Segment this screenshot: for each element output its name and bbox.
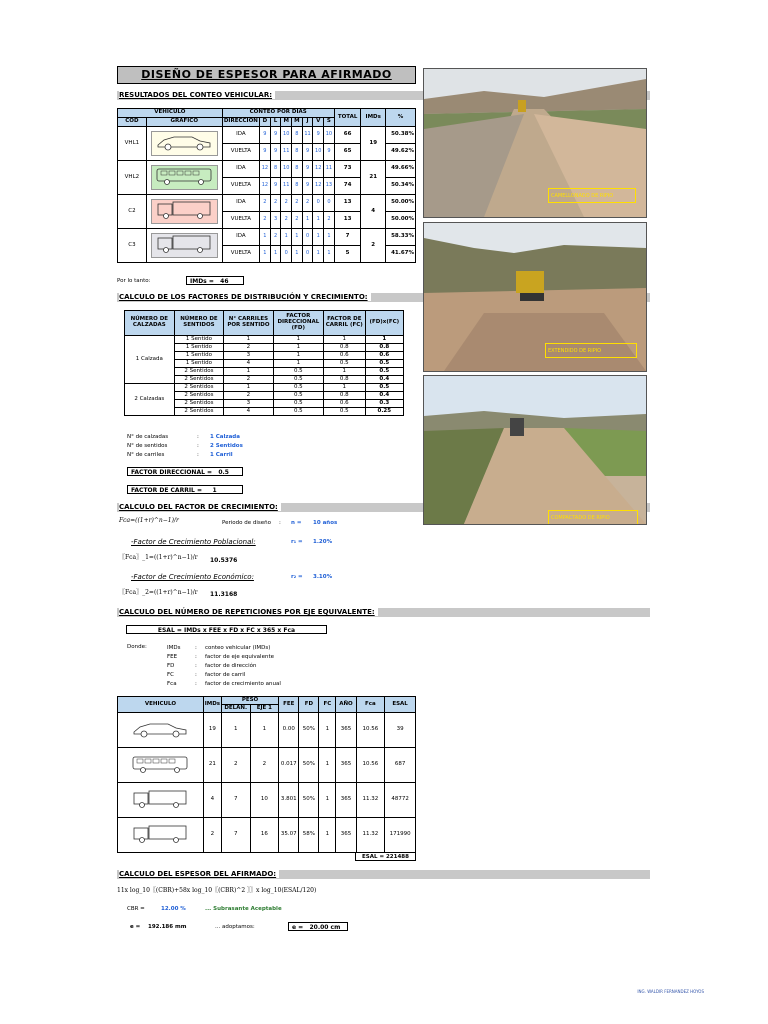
day-count: 0	[302, 246, 313, 263]
donde-label: Donde:	[127, 644, 147, 650]
photo-camellonado	[423, 68, 647, 218]
esal-cell-fca: 10.56	[356, 713, 385, 748]
day-count: 1	[292, 246, 303, 263]
day-count: 0	[281, 246, 292, 263]
definition-item: IMDs : conteo vehicular (IMDs)	[167, 645, 271, 651]
esal-cell-fee: 0.017	[279, 748, 299, 783]
day-count: 9	[302, 161, 313, 178]
r1-label: r₁ =	[291, 539, 303, 545]
esal-cell-esal: 171990	[385, 818, 416, 853]
h-delan: DELAN.	[221, 705, 250, 713]
conteo-row	[118, 229, 416, 246]
factor-cell: 0.8	[324, 376, 366, 384]
h-fca: Fca	[356, 697, 385, 713]
esal-row	[118, 783, 416, 818]
vehicle-code: C2	[118, 195, 147, 229]
group-imds: 21	[361, 161, 386, 195]
h-eje1: EJE 1	[250, 705, 279, 713]
r2-label: r₂ =	[291, 574, 303, 580]
day-count: 2	[292, 195, 303, 212]
day-count: 2	[260, 195, 271, 212]
esal-cell-anio: 365	[336, 818, 356, 853]
direction: VUELTA	[222, 212, 259, 229]
esal-cell-delan: 7	[221, 818, 250, 853]
row-total: 73	[334, 161, 361, 178]
footer-author: ING. WALDIR FERNANDEZ HOYOS	[637, 989, 704, 994]
day-count: 10	[324, 127, 335, 144]
esal-cell-fca: 10.56	[356, 748, 385, 783]
row-pct: 41.67%	[386, 246, 416, 263]
h-grafico: GRAFICO	[146, 118, 222, 127]
h-day: D	[260, 118, 271, 127]
esal-vehicle-graphic	[118, 713, 204, 748]
esal-cell-fd: 58%	[299, 818, 319, 853]
vehicle-code: VHL1	[118, 127, 147, 161]
day-count: 8	[292, 178, 303, 195]
esal-formula-box: ESAL = IMDs x FEE x FD x FC x 365 x Fca	[126, 625, 327, 634]
factor-header: (FD)x(FC)	[365, 311, 403, 336]
truck-icon	[154, 234, 214, 254]
factor-cell: 0.4	[365, 376, 403, 384]
esal-cell-esal: 687	[385, 748, 416, 783]
direction: VUELTA	[222, 178, 259, 195]
section-header-conteo: RESULTADOS DEL CONTEO VEHICULAR:	[117, 91, 650, 100]
esal-cell-fc: 1	[319, 783, 336, 818]
day-count: 9	[313, 127, 324, 144]
truck-icon	[130, 789, 190, 809]
esal-cell-fee: 0.00	[279, 713, 299, 748]
row-pct: 50.38%	[386, 127, 416, 144]
row-pct: 58.33%	[386, 229, 416, 246]
day-count: 9	[270, 127, 281, 144]
factor-cell: 1	[273, 360, 323, 368]
h-day: L	[270, 118, 281, 127]
truck-icon	[130, 824, 190, 844]
conteo-row	[118, 161, 416, 178]
h-day: M	[292, 118, 303, 127]
factor-cell: 1	[224, 384, 273, 392]
factor-cell: 1 Sentido	[174, 344, 224, 352]
h-esal: ESAL	[385, 697, 416, 713]
day-count: 12	[313, 178, 324, 195]
esal-cell-esal: 39	[385, 713, 416, 748]
day-count: 11	[281, 178, 292, 195]
factor-cell: 0.6	[324, 352, 366, 360]
parametros-colons: : : :	[197, 434, 199, 458]
esal-vehicle-graphic	[118, 748, 204, 783]
vehicle-graphic	[146, 229, 222, 263]
section-header-esal: CALCULO DEL NÚMERO DE REPETICIONES POR EJE EQUIVALENTE:	[117, 608, 650, 617]
day-count: 2	[292, 212, 303, 229]
esal-cell-esal: 48772	[385, 783, 416, 818]
h-day: S	[324, 118, 335, 127]
cbr-note: ... Subrasante Aceptable	[205, 906, 282, 912]
factor-cell: 2 Sentidos	[174, 376, 224, 384]
h-imds: IMDs	[361, 109, 386, 127]
pob-label: -Factor de Crecimiento Poblacional:	[131, 538, 256, 546]
vehicle-graphic	[146, 195, 222, 229]
row-total: 5	[334, 246, 361, 263]
factor-cell: 0.6	[324, 400, 366, 408]
photo-compactado	[423, 375, 647, 525]
factor-header: FACTOR DIRECCIONAL (FD)	[273, 311, 323, 336]
day-count: 0	[313, 195, 324, 212]
fca2-value: 11.3168	[210, 591, 238, 598]
direction: IDA	[222, 161, 259, 178]
day-count: 11	[302, 127, 313, 144]
h-day: J	[302, 118, 313, 127]
factor-cell: 1	[273, 344, 323, 352]
factor-row	[125, 336, 404, 344]
factor-cell: 0.5	[273, 384, 323, 392]
h-anio: AÑO	[336, 697, 356, 713]
factor-cell: 0.4	[365, 392, 403, 400]
row-pct: 50.00%	[386, 212, 416, 229]
e-value: 192.186 mm	[148, 924, 187, 930]
esal-vehicle-graphic	[118, 818, 204, 853]
r1-value: 1.20%	[313, 539, 333, 545]
day-count: 1	[281, 229, 292, 246]
esal-cell-fd: 50%	[299, 713, 319, 748]
bus-icon	[130, 754, 190, 774]
esal-cell-fca: 11.32	[356, 783, 385, 818]
day-count: 1	[313, 229, 324, 246]
direction: VUELTA	[222, 144, 259, 161]
factor-cell: 0.5	[365, 384, 403, 392]
day-count: 9	[270, 178, 281, 195]
factores-table	[124, 310, 404, 416]
fca1-formula: 〖Fca〗_1=((1+r)^n−1)/r	[119, 554, 198, 561]
esal-cell-fee: 35.07	[279, 818, 299, 853]
esal-cell-anio: 365	[336, 783, 356, 818]
imds-result-box: IMDs = 46	[186, 276, 244, 285]
esal-cell-imds: 19	[203, 713, 221, 748]
cbr-value: 12.00 %	[161, 906, 186, 912]
day-count: 12	[260, 178, 271, 195]
direction: IDA	[222, 195, 259, 212]
factor-cell: 2	[224, 344, 273, 352]
esal-cell-anio: 365	[336, 748, 356, 783]
day-count: 10	[313, 144, 324, 161]
esal-row	[118, 818, 416, 853]
h-fc: FC	[319, 697, 336, 713]
fc-box: FACTOR DE CARRIL = 1	[127, 485, 243, 494]
day-count: 9	[324, 144, 335, 161]
factor-cell: 1	[324, 384, 366, 392]
h-imds-esal: IMDs	[203, 697, 221, 713]
factor-cell: 2 Sentidos	[174, 384, 224, 392]
day-count: 1	[302, 212, 313, 229]
periodo-label: Periodo de diseño	[222, 520, 272, 526]
photo-extendido	[423, 222, 647, 372]
row-pct: 49.62%	[386, 144, 416, 161]
factor-cell: 0.5	[324, 360, 366, 368]
row-total: 65	[334, 144, 361, 161]
n-label: n =	[291, 520, 302, 526]
factor-cell: 0.5	[273, 408, 323, 416]
adopt-label: ... adoptamos:	[215, 924, 255, 930]
day-count: 1	[324, 246, 335, 263]
esal-vehicle-graphic	[118, 783, 204, 818]
factor-cell: 2	[224, 376, 273, 384]
day-count: 9	[270, 144, 281, 161]
factor-cell: 0.5	[365, 368, 403, 376]
factor-cell: 2 Sentidos	[174, 408, 224, 416]
factor-cell: 4	[224, 408, 273, 416]
factor-cell: 1	[324, 336, 366, 344]
factor-cell: 0.8	[324, 392, 366, 400]
road-photo-3	[424, 376, 646, 524]
factor-cell: 0.5	[324, 408, 366, 416]
esal-table	[117, 696, 416, 853]
definition-item: FEE : factor de eje equivalente	[167, 654, 274, 660]
day-count: 12	[260, 161, 271, 178]
factor-header: N° CARRILES POR SENTIDO	[224, 311, 273, 336]
conteo-table	[117, 108, 416, 263]
vehicle-code: VHL2	[118, 161, 147, 195]
day-count: 2	[260, 212, 271, 229]
direction: IDA	[222, 229, 259, 246]
vehicle-graphic	[146, 127, 222, 161]
day-count: 0	[302, 229, 313, 246]
day-count: 1	[292, 229, 303, 246]
esal-cell-eje1: 10	[250, 783, 279, 818]
factor-cell: 4	[224, 360, 273, 368]
esal-cell-imds: 4	[203, 783, 221, 818]
factor-cell: 0.5	[273, 376, 323, 384]
factor-cell: 0.3	[365, 400, 403, 408]
esal-cell-delan: 2	[221, 748, 250, 783]
definition-item: Fca : factor de crecimiento anual	[167, 681, 281, 687]
periodo-colon: :	[279, 520, 281, 526]
conteo-row	[118, 195, 416, 212]
h-cod: COD	[118, 118, 147, 127]
factor-row	[125, 384, 404, 392]
row-total: 13	[334, 212, 361, 229]
day-count: 12	[313, 161, 324, 178]
definition-item: FC : factor de carril	[167, 672, 246, 678]
day-count: 1	[260, 229, 271, 246]
caption-3: COMPACTADO DE RIPIO	[548, 510, 638, 525]
esal-cell-imds: 21	[203, 748, 221, 783]
cbr-label: CBR =	[127, 906, 145, 912]
row-pct: 50.34%	[386, 178, 416, 195]
calzada-2: 2 Calzadas	[125, 384, 175, 416]
factor-cell: 2	[224, 392, 273, 400]
esal-total-box: ESAL = 221488	[355, 852, 416, 861]
car-icon	[130, 719, 190, 739]
esal-cell-imds: 2	[203, 818, 221, 853]
day-count: 9	[260, 144, 271, 161]
section-header-factores: CALCULO DE LOS FACTORES DE DISTRIBUCIÓN Y CRECIMIENTO:	[117, 293, 650, 302]
row-total: 66	[334, 127, 361, 144]
eco-label: -Factor de Crecimiento Económico:	[131, 573, 254, 581]
factor-cell: 0.6	[365, 352, 403, 360]
parametros-labels: N° de calzadas N° de sentidos N° de carriles	[127, 434, 169, 458]
day-count: 2	[281, 195, 292, 212]
factor-cell: 2 Sentidos	[174, 368, 224, 376]
esal-cell-eje1: 16	[250, 818, 279, 853]
calzada-1: 1 Calzada	[125, 336, 175, 384]
group-imds: 19	[361, 127, 386, 161]
day-count: 9	[302, 144, 313, 161]
h-vehiculo: VEHICULO	[118, 109, 223, 118]
day-count: 2	[324, 212, 335, 229]
day-count: 9	[302, 178, 313, 195]
h-conteo: CONTEO POR DIAS	[222, 109, 334, 118]
day-count: 3	[270, 212, 281, 229]
esal-cell-eje1: 2	[250, 748, 279, 783]
factor-cell: 1	[324, 368, 366, 376]
esal-cell-delan: 1	[221, 713, 250, 748]
definition-item: FD : factor de dirección	[167, 663, 257, 669]
group-imds: 4	[361, 195, 386, 229]
esal-cell-fd: 50%	[299, 748, 319, 783]
factor-cell: 0.8	[324, 344, 366, 352]
n-value: 10 años	[313, 520, 338, 526]
page-title: DISEÑO DE ESPESOR PARA AFIRMADO	[117, 66, 416, 84]
h-pct: %	[386, 109, 416, 127]
esal-cell-fc: 1	[319, 748, 336, 783]
day-count: 8	[270, 161, 281, 178]
esal-cell-fc: 1	[319, 713, 336, 748]
h-day: M	[281, 118, 292, 127]
por-lo-tanto-label: Por lo tanto:	[117, 278, 151, 284]
day-count: 10	[281, 161, 292, 178]
adopt-box: e = 20.00 cm	[288, 922, 348, 931]
row-total: 74	[334, 178, 361, 195]
h-day: V	[313, 118, 324, 127]
definitions-list	[167, 644, 281, 689]
row-total: 13	[334, 195, 361, 212]
h-direccion: DIRECCION	[222, 118, 259, 127]
factor-cell: 0.5	[273, 400, 323, 408]
esal-cell-fca: 11.32	[356, 818, 385, 853]
vehicle-code: C3	[118, 229, 147, 263]
factor-cell: 3	[224, 400, 273, 408]
day-count: 1	[313, 246, 324, 263]
esal-cell-anio: 365	[336, 713, 356, 748]
day-count: 8	[292, 161, 303, 178]
factor-cell: 1	[224, 336, 273, 344]
esal-row	[118, 748, 416, 783]
caption-2: EXTENDIDO DE RIPIO	[545, 343, 637, 358]
section-header-crecimiento: CALCULO DEL FACTOR DE CRECIMIENTO:	[117, 503, 650, 512]
day-count: 1	[270, 246, 281, 263]
h-peso: PESO	[221, 697, 278, 705]
day-count: 1	[313, 212, 324, 229]
e-label: e =	[130, 924, 141, 930]
h-fd: FD	[299, 697, 319, 713]
factor-header: NÚMERO DE SENTIDOS	[174, 311, 224, 336]
esal-cell-fee: 3.801	[279, 783, 299, 818]
factor-cell: 1 Sentido	[174, 360, 224, 368]
day-count: 1	[260, 246, 271, 263]
factor-cell: 3	[224, 352, 273, 360]
factor-cell: 0.8	[365, 344, 403, 352]
factor-cell: 1 Sentido	[174, 352, 224, 360]
factor-header: NÚMERO DE CALZADAS	[125, 311, 175, 336]
day-count: 2	[302, 195, 313, 212]
esal-cell-eje1: 1	[250, 713, 279, 748]
factor-cell: 2 Sentidos	[174, 400, 224, 408]
factor-cell: 0.5	[365, 360, 403, 368]
esal-cell-fc: 1	[319, 818, 336, 853]
group-imds: 2	[361, 229, 386, 263]
factor-cell: 1	[224, 368, 273, 376]
parametros-values: 1 Calzada 2 Sentidos 1 Carril	[210, 434, 243, 458]
day-count: 8	[292, 127, 303, 144]
day-count: 10	[281, 127, 292, 144]
day-count: 11	[281, 144, 292, 161]
factor-cell: 1	[273, 352, 323, 360]
direction: IDA	[222, 127, 259, 144]
h-vehiculo-esal: VEHICULO	[118, 697, 204, 713]
conteo-row	[118, 127, 416, 144]
factor-cell: 0.5	[273, 392, 323, 400]
vehicle-graphic	[146, 161, 222, 195]
day-count: 11	[324, 161, 335, 178]
row-total: 7	[334, 229, 361, 246]
bus-icon	[154, 166, 214, 186]
day-count: 8	[292, 144, 303, 161]
row-pct: 49.66%	[386, 161, 416, 178]
factor-cell: 0.25	[365, 408, 403, 416]
day-count: 13	[324, 178, 335, 195]
day-count: 2	[270, 195, 281, 212]
direction: VUELTA	[222, 246, 259, 263]
esal-cell-delan: 7	[221, 783, 250, 818]
day-count: 2	[270, 229, 281, 246]
truck-icon	[154, 200, 214, 220]
fd-box: FACTOR DIRECCIONAL = 0.5	[127, 467, 243, 476]
factor-cell: 2 Sentidos	[174, 392, 224, 400]
row-pct: 50.00%	[386, 195, 416, 212]
day-count: 9	[260, 127, 271, 144]
section-header-espesor: CALCULO DEL ESPESOR DEL AFIRMADO:	[117, 870, 650, 879]
esal-row	[118, 713, 416, 748]
factor-cell: 1	[365, 336, 403, 344]
factor-header: FACTOR DE CARRIL (FC)	[324, 311, 366, 336]
factor-cell: 1 Sentido	[174, 336, 224, 344]
factor-cell: 0.5	[273, 368, 323, 376]
car-icon	[154, 132, 214, 152]
espesor-formula: 11x log_10〖(CBR)+58x log_10〖(CBR)^2 〗〗x log_10(ESAL/120)	[117, 887, 317, 894]
day-count: 1	[324, 229, 335, 246]
fca-formula: Fca=((1+r)^n−1)/r	[119, 517, 179, 524]
r2-value: 3.10%	[313, 574, 333, 580]
caption-1: CAMELLONADO DE RIPIO	[548, 188, 636, 203]
fca2-formula: 〖Fca〗_2=((1+r)^n−1)/r	[119, 589, 198, 596]
factor-cell: 1	[273, 336, 323, 344]
day-count: 2	[281, 212, 292, 229]
h-fee: FEE	[279, 697, 299, 713]
h-total: TOTAL	[334, 109, 361, 127]
fca1-value: 10.5376	[210, 557, 238, 564]
day-count: 0	[324, 195, 335, 212]
esal-cell-fd: 50%	[299, 783, 319, 818]
